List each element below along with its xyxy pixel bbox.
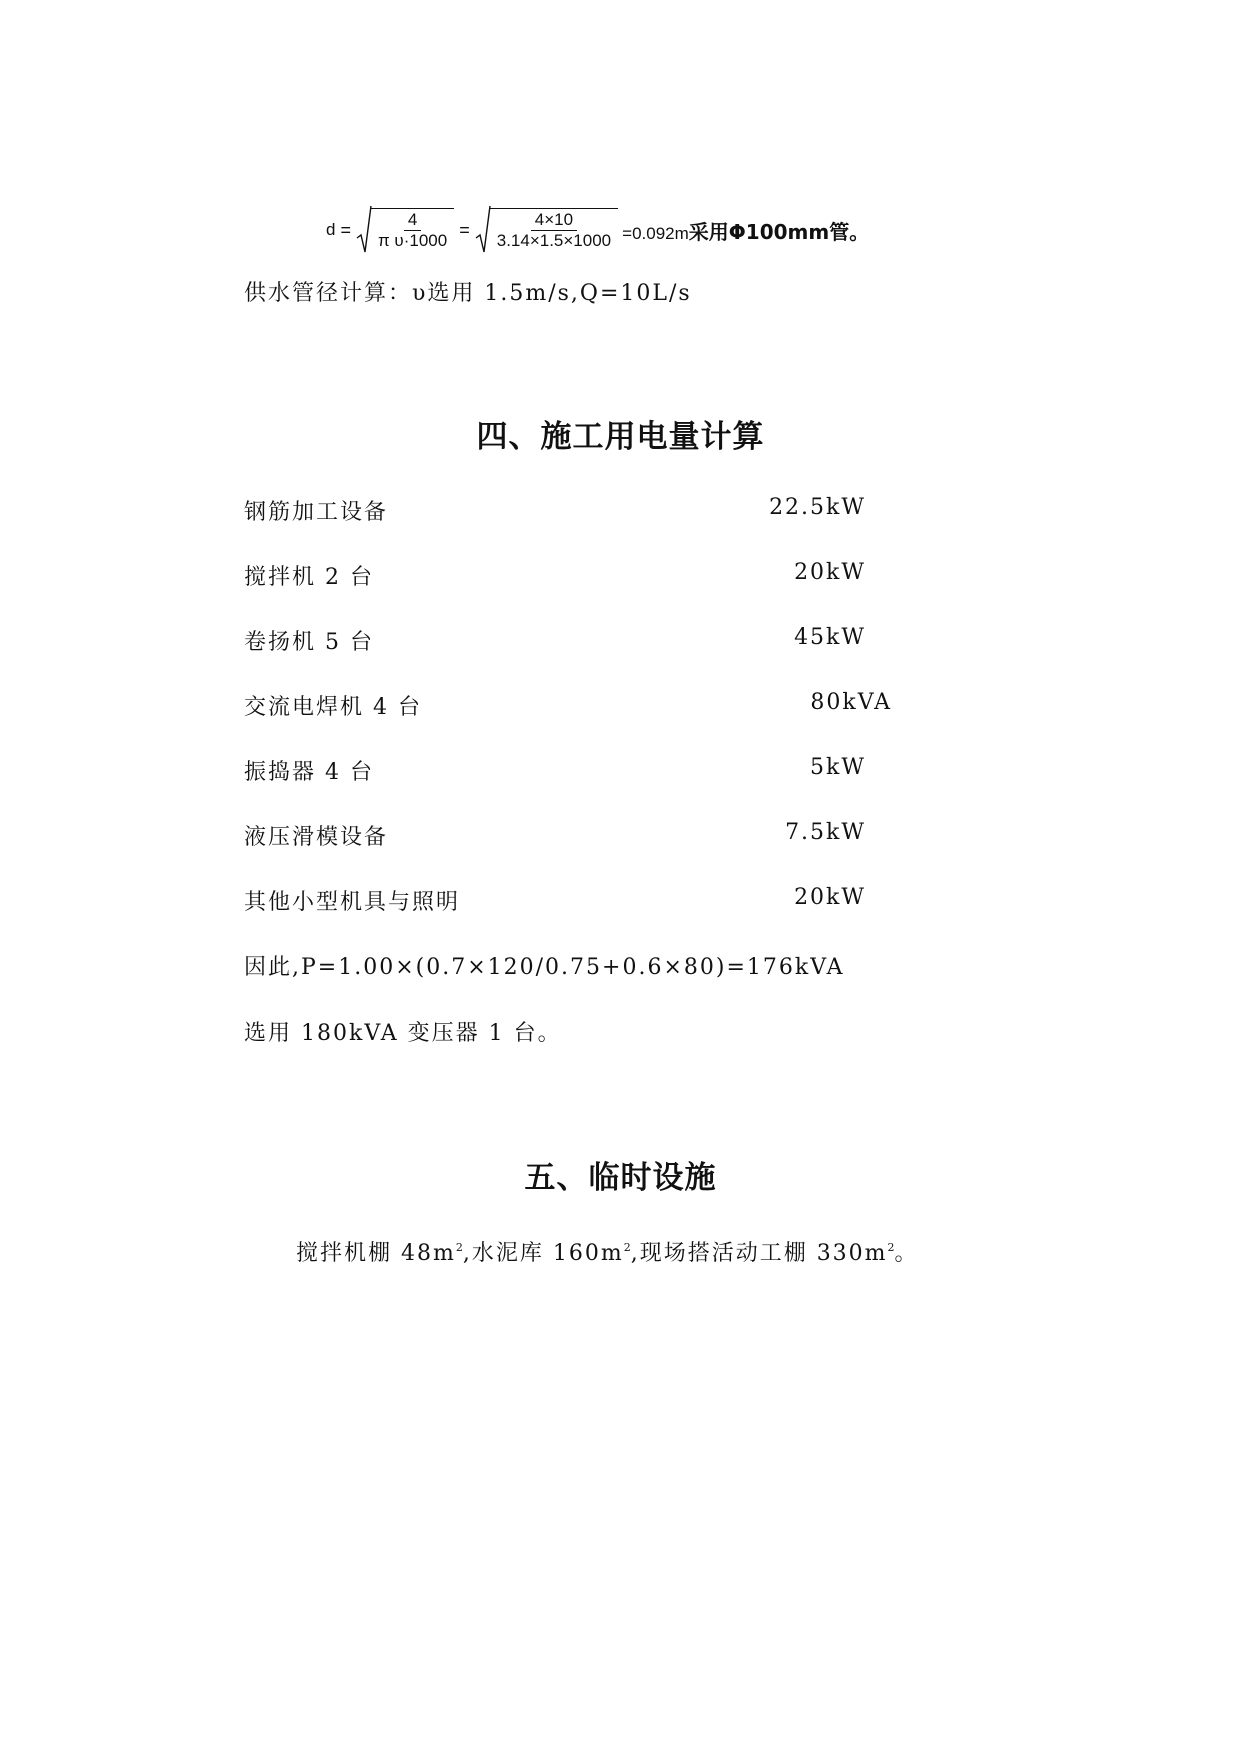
transformer-choice: 选用 180kVA 变压器 1 台。: [244, 1021, 562, 1046]
formula-equals-1: =: [340, 219, 351, 240]
equipment-name: 液压滑模设备: [244, 825, 389, 850]
formula-sqrt-2: [475, 204, 618, 256]
section-5-title: 五、临时设施: [524, 1160, 717, 1196]
equipment-name: 搅拌机 2 台: [244, 565, 374, 590]
facility-work-shed: ,现场搭活动工棚 330m: [630, 1241, 888, 1266]
formula-equals-2: =: [459, 219, 470, 240]
equipment-name: 振捣器 4 台: [244, 760, 374, 785]
fraction-1-numerator: 4: [404, 209, 421, 231]
equipment-name: 卷扬机 5 台: [244, 630, 374, 655]
sqrt-sign-icon: [475, 204, 491, 256]
fraction-2-denominator: 3.14×1.5×1000: [496, 231, 612, 250]
formula-fraction-2: [490, 208, 618, 252]
equipment-power: 7.5kW: [785, 820, 866, 845]
facility-cement-store: ,水泥库 160m: [462, 1241, 624, 1266]
section-4-title: 四、施工用电量计算: [476, 419, 765, 455]
formula-lhs: d: [326, 220, 336, 239]
equipment-name: 其他小型机具与照明: [244, 890, 461, 915]
equipment-power: 80kVA: [810, 690, 892, 715]
squared-superscript: 2: [887, 1241, 895, 1254]
power-calculation: 因此,P=1.00×(0.7×120/0.75+0.6×80)=176kVA: [244, 955, 845, 980]
formula-fraction-1: [371, 208, 454, 252]
formula-result-value: =0.092m: [622, 223, 689, 243]
facility-mixer-shed: 搅拌机棚 48m: [296, 1241, 456, 1266]
formula-sqrt-1: [356, 204, 454, 256]
equipment-power: 20kW: [794, 885, 866, 910]
formula-result: [622, 216, 869, 245]
sentence-end: 。: [894, 1241, 919, 1266]
equipment-power: 5kW: [810, 755, 866, 780]
squared-superscript: 2: [455, 1241, 463, 1254]
equipment-name: 钢筋加工设备: [244, 500, 389, 525]
temporary-facilities-text: [296, 1236, 919, 1267]
pipe-calculation-line: 供水管径计算：υ选用 1.5m/s,Q=10L/s: [244, 281, 692, 306]
sqrt-sign-icon: [356, 204, 372, 256]
squared-superscript: 2: [623, 1241, 631, 1254]
equipment-name: 交流电焊机 4 台: [244, 695, 422, 720]
fraction-2-numerator: 4×10: [531, 209, 577, 231]
pipe-diameter-formula: [326, 202, 869, 258]
equipment-power: 45kW: [794, 625, 866, 650]
formula-result-text: 采用Φ100mm管。: [688, 219, 870, 244]
fraction-1-denominator: π υ·1000: [377, 231, 448, 250]
equipment-power: 22.5kW: [769, 495, 866, 520]
equipment-power: 20kW: [794, 560, 866, 585]
